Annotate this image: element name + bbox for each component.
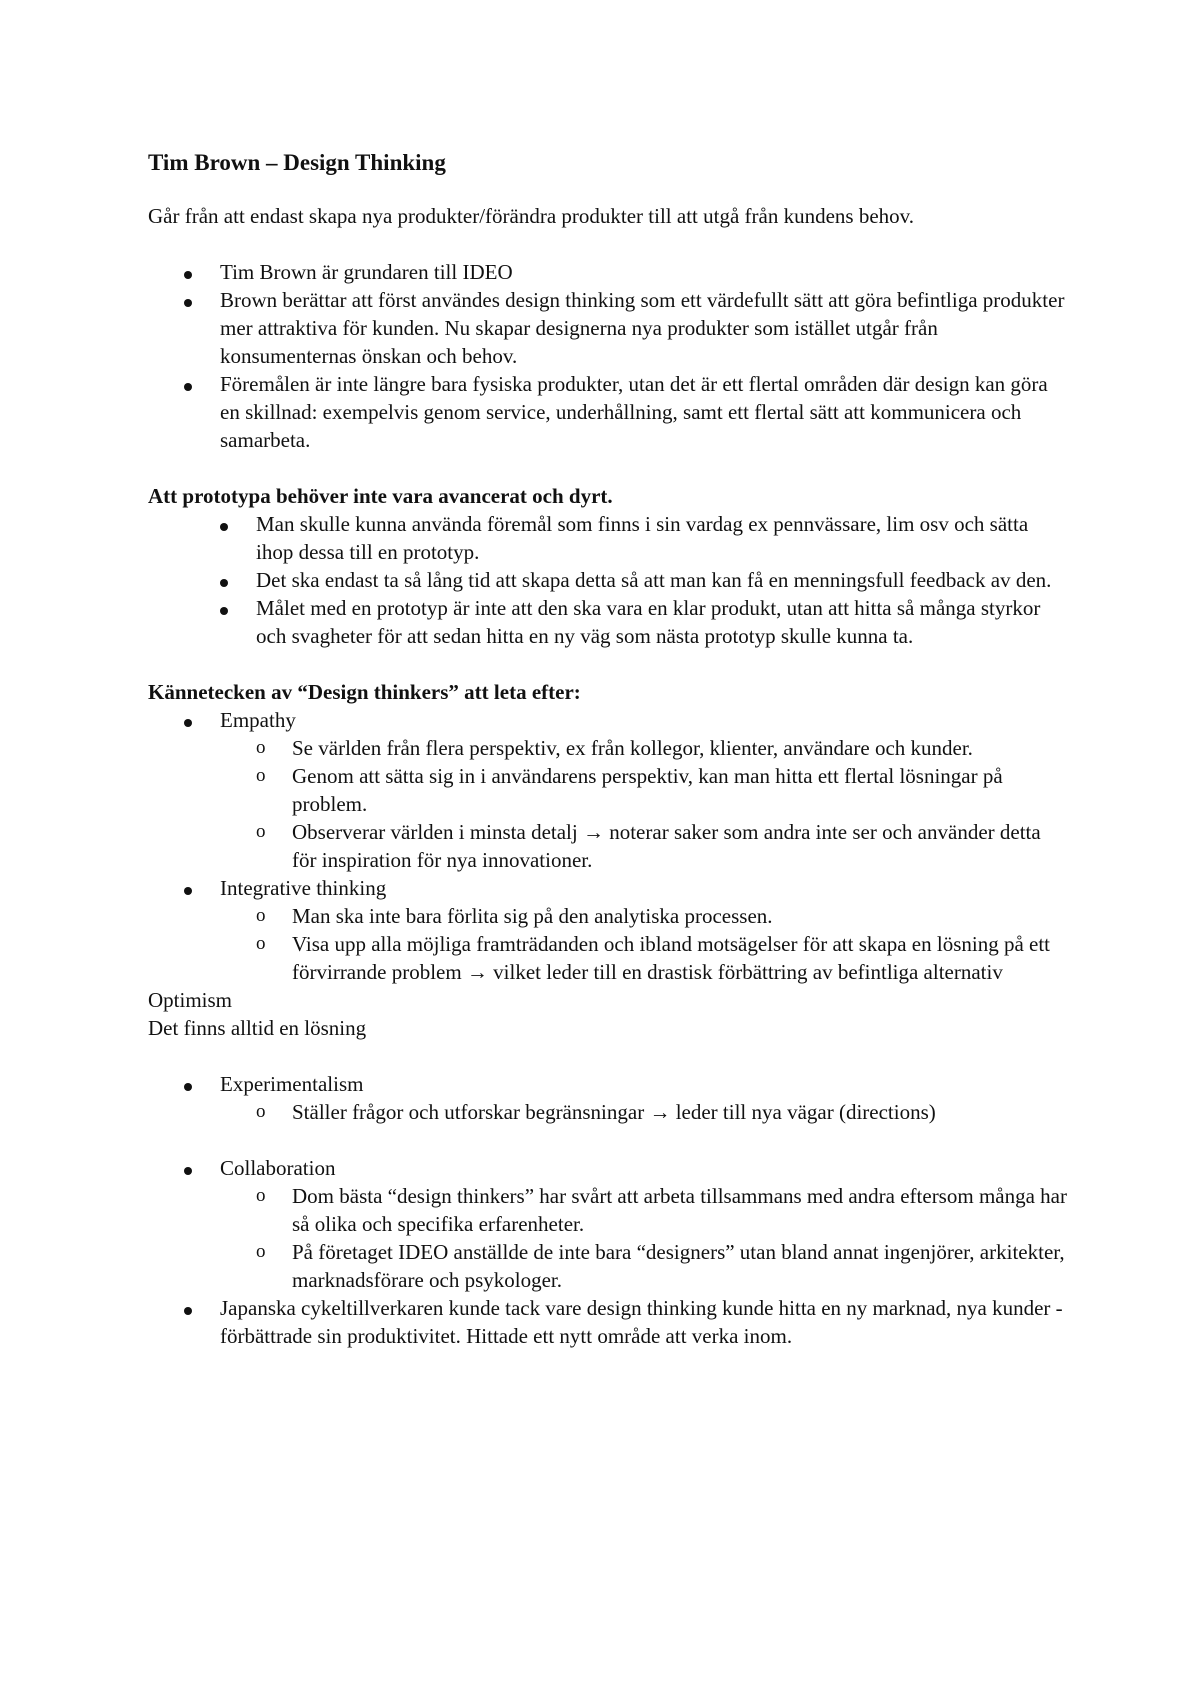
collaboration-list xyxy=(148,1154,1068,1350)
list-item-text: Integrative thinking xyxy=(220,876,387,900)
document-page xyxy=(148,148,1068,1350)
sub-list-item xyxy=(256,1098,1068,1126)
list-item-empathy xyxy=(148,706,1068,874)
list-item-text: Collaboration xyxy=(220,1156,336,1180)
collaboration-sublist xyxy=(220,1182,1068,1294)
intro-paragraph: Går från att endast skapa nya produkter/förändra produkter till att utgå från kundens behov. xyxy=(148,204,915,228)
bullet-icon xyxy=(184,370,220,398)
sub-list-item xyxy=(256,1238,1068,1294)
bullet-icon xyxy=(184,706,220,734)
sub-list-item xyxy=(256,902,1068,930)
sub-list-item-text: På företaget IDEO anställde de inte bara “designers” utan bland annat ingenjörer, arkitekter, marknadsförare och psykologer. xyxy=(292,1240,1065,1292)
spacer xyxy=(148,230,1068,258)
bullet-icon xyxy=(184,1154,220,1182)
sub-list-item-text: Genom att sätta sig in i användarens perspektiv, kan man hitta ett flertal lösningar på problem. xyxy=(292,764,1003,816)
list-item xyxy=(148,510,1068,566)
list-item xyxy=(148,566,1068,594)
circle-bullet-icon: o xyxy=(256,765,266,786)
sub-list-item-text: Visa upp alla möjliga framträdanden och ibland motsägelser för att skapa en lösning på ett förvirrande problem → vilket leder till en drastisk förbättring av befintliga alternativ xyxy=(292,932,1051,984)
spacer xyxy=(148,1126,1068,1154)
circle-bullet-icon: o xyxy=(256,737,266,758)
sub-list-item-text: Ställer frågor och utforskar begränsningar → leder till nya vägar (directions) xyxy=(292,1100,936,1124)
bullet-icon xyxy=(184,258,220,286)
list-item xyxy=(148,258,1068,286)
traits-heading: Kännetecken av “Design thinkers” att leta efter: xyxy=(148,680,581,704)
bullet-icon xyxy=(184,874,220,902)
optimism-label: Optimism xyxy=(148,988,233,1012)
list-item-text: Empathy xyxy=(220,708,296,732)
prototype-heading: Att prototypa behöver inte vara avancerat och dyrt. xyxy=(148,484,613,508)
sub-list-item-text: Observerar världen i minsta detalj → noterar saker som andra inte ser och använder detta för inspiration för nya innovationer. xyxy=(292,820,1041,872)
sub-list-item-text: Se världen från flera perspektiv, ex från kollegor, klienter, användare och kunder. xyxy=(292,736,973,760)
sub-list-item-text: Man ska inte bara förlita sig på den analytiska processen. xyxy=(292,904,773,928)
sub-list-item xyxy=(256,930,1068,986)
spacer xyxy=(148,1042,1068,1070)
intro-bullet-list xyxy=(148,258,1068,454)
list-item-text: Japanska cykeltillverkaren kunde tack vare design thinking kunde hitta en ny marknad, nya kunder - förbättrade sin produktivitet. Hittade ett nytt område att verka inom. xyxy=(220,1296,1063,1348)
sub-list-item xyxy=(256,762,1068,818)
list-item-text: Föremålen är inte längre bara fysiska produkter, utan det är ett flertal områden där design kan göra en skillnad: exempelvis genom service, underhållning, samt ett flertal sätt att kommunicera och samarbeta. xyxy=(220,372,1048,452)
sub-list-item xyxy=(256,1182,1068,1238)
sub-list-item-text: Dom bästa “design thinkers” har svårt att arbeta tillsammans med andra eftersom många har så olika och specifika erfarenheter. xyxy=(292,1184,1067,1236)
list-item xyxy=(148,594,1068,650)
document-title: Tim Brown – Design Thinking xyxy=(148,150,446,175)
bullet-icon xyxy=(220,594,256,622)
list-item-text: Det ska endast ta så lång tid att skapa detta så att man kan få en menningsfull feedback av den. xyxy=(256,568,1052,592)
sub-list-item xyxy=(256,734,1068,762)
traits-list xyxy=(148,706,1068,986)
spacer xyxy=(148,454,1068,482)
list-item xyxy=(148,370,1068,454)
sub-list-item xyxy=(256,818,1068,874)
bullet-icon xyxy=(184,1294,220,1322)
experimentalism-sublist xyxy=(220,1098,1068,1126)
empathy-sublist xyxy=(220,734,1068,874)
list-item-text: Tim Brown är grundaren till IDEO xyxy=(220,260,513,284)
experimentalism-list xyxy=(148,1070,1068,1126)
circle-bullet-icon: o xyxy=(256,1241,266,1262)
list-item-collaboration xyxy=(148,1154,1068,1294)
integrative-sublist xyxy=(220,902,1068,986)
bullet-icon xyxy=(220,566,256,594)
list-item-text: Brown berättar att först användes design thinking som ett värdefullt sätt att göra befintliga produkter mer attraktiva för kunden. Nu skapar designerna nya produkter som istället utgår från konsumenternas önskan och behov. xyxy=(220,288,1065,368)
list-item xyxy=(148,286,1068,370)
bullet-icon xyxy=(184,286,220,314)
circle-bullet-icon: o xyxy=(256,821,266,842)
circle-bullet-icon: o xyxy=(256,1101,266,1122)
list-item-text: Man skulle kunna använda föremål som finns i sin vardag ex pennvässare, lim osv och sätta ihop dessa till en prototyp. xyxy=(256,512,1029,564)
circle-bullet-icon: o xyxy=(256,1185,266,1206)
bullet-icon xyxy=(184,1070,220,1098)
prototype-bullet-list xyxy=(148,510,1068,650)
optimism-text: Det finns alltid en lösning xyxy=(148,1016,367,1040)
spacer xyxy=(148,650,1068,678)
list-item-text: Målet med en prototyp är inte att den ska vara en klar produkt, utan att hitta så många styrkor och svagheter för att sedan hitta en ny väg som nästa prototyp skulle kunna ta. xyxy=(256,596,1041,648)
bullet-icon xyxy=(220,510,256,538)
list-item-text: Experimentalism xyxy=(220,1072,364,1096)
circle-bullet-icon: o xyxy=(256,933,266,954)
list-item-experimentalism xyxy=(148,1070,1068,1126)
circle-bullet-icon: o xyxy=(256,905,266,926)
list-item-japanese xyxy=(148,1294,1068,1350)
list-item-integrative xyxy=(148,874,1068,986)
